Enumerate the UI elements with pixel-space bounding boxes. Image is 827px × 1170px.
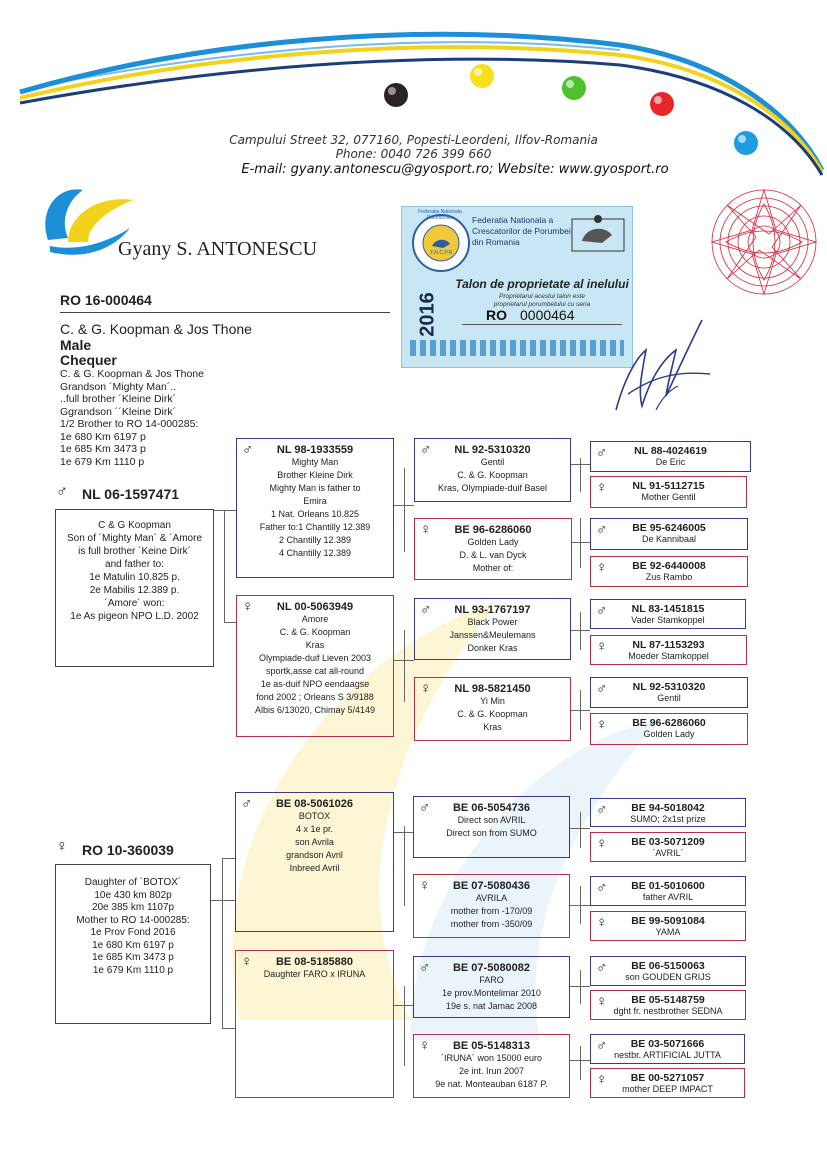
grandparent-box: ♂ BE 08-5061026 BOTOX 4 x 1e pr. son Avrila grandson Avril Inbreed Avril (235, 792, 394, 932)
female-symbol-icon: ♀ (596, 716, 608, 733)
male-symbol-icon: ♂ (596, 521, 608, 538)
male-symbol-icon: ♂ (596, 602, 608, 619)
great-great-grandparent-box: ♂ BE 01-5010600 father AVRIL (590, 876, 746, 906)
dam-box (55, 864, 211, 1024)
female-symbol-icon: ♀ (596, 835, 608, 852)
great-grandparent-box: ♀ NL 98-5821450 Yi Min C. & G. Koopman Kras (414, 677, 571, 741)
great-great-grandparent-box: ♂ BE 03-5071666 nestbr. ARTIFICIAL JUTTA (590, 1034, 745, 1064)
great-great-grandparent-box: ♂ NL 88-4024619 De Eric (590, 441, 751, 472)
great-great-grandparent-box: ♀ BE 99-5091084 YAMA (590, 911, 746, 941)
female-symbol-icon: ♀ (596, 479, 608, 496)
dam-ring: RO 10-360039 (82, 842, 174, 858)
female-symbol-icon: ♀ (241, 953, 253, 970)
dam-details: Daughter of ´BOTOX´ 10e 430 km 802p 20e 385 km 1107p Mother to RO 14-000285: 1e Prov Fond 2016 1e 680 Km 6197 p 1e 685 Km 3473 p 1e 679 Km 1110 p (76, 877, 190, 976)
sire-details: C & G Koopman Son of ´Mighty Man´ & ´Amore is full brother ´Keine Dirk´ and father to: 1e Matulin 10.825 p. 2e Mabilis 12.389 p. ´Amore´ won: 1e As pigeon NPO L.D. 2002 (66, 520, 203, 622)
brand-name: Gyany S. ANTONESCU (118, 238, 318, 260)
male-symbol-icon: ♂ (596, 1037, 608, 1054)
grandparent-box: ♀ NL 00-5063949 Amore C. & G. Koopman Kras Olympiade-duif Lieven 2003 sportk,asse cat all-round 1e as-duif NPO eendaagse fond 2002 ; Orleans S 3/9188 Albis 6/13020, Chimay 5/4149 (236, 595, 394, 737)
black-ball-icon (384, 83, 408, 107)
seal-text: Federatia Nationala Columbofila (418, 209, 462, 221)
female-symbol-icon: ♀ (419, 1037, 431, 1054)
sire-symbol-icon: ♂ (56, 483, 68, 500)
grandparent-ring: NL 98-1933559 (276, 444, 354, 456)
great-great-grandparent-box: ♂ NL 92-5310320 Gentil (590, 677, 748, 708)
subject-color: Chequer (60, 352, 117, 368)
dam-symbol-icon: ♀ (56, 838, 68, 855)
subject-breeder: C. & G. Koopman & Jos Thone (60, 321, 252, 337)
female-symbol-icon: ♀ (420, 680, 432, 697)
great-great-grandparent-box: ♂ BE 94-5018042 SUMO; 2x1st prize (590, 798, 746, 827)
female-symbol-icon: ♀ (420, 521, 432, 538)
male-symbol-icon: ♂ (242, 441, 254, 458)
male-symbol-icon: ♂ (420, 601, 432, 618)
great-great-grandparent-box: ♀ BE 03-5071209 ´AVRIL´ (590, 832, 746, 862)
male-symbol-icon: ♂ (596, 444, 608, 461)
phone-line: Phone: 0040 726 399 660 (335, 147, 492, 161)
grandparent-ring: BE 08-5061026 (275, 798, 354, 810)
great-great-grandparent-box: ♀ BE 05-5148759 dght fr. nestbrother SEDNA (590, 990, 746, 1020)
great-grandparent-box: ♂ BE 06-5054736 Direct son AVRIL Direct son from SUMO (413, 796, 570, 858)
great-great-grandparent-box: ♀ BE 96-6286060 Golden Lady (590, 713, 748, 745)
female-symbol-icon: ♀ (596, 559, 608, 576)
subject-sex: Male (60, 337, 92, 353)
great-grandparent-box: ♂ NL 93-1767197 Black Power Janssen&Meulemans Donker Kras (414, 598, 571, 660)
grandparent-ring: NL 00-5063949 (276, 601, 354, 613)
great-grandparent-box: ♀ BE 07-5080436 AVRILA mother from -170/09 mother from -350/09 (413, 874, 570, 938)
certificate-pattern (410, 340, 624, 356)
great-great-grandparent-box: ♂ BE 06-5150063 son GOUDEN GRIJS (590, 956, 746, 986)
female-symbol-icon: ♀ (596, 914, 608, 931)
certificate-year: 2016 (416, 292, 439, 337)
red-ball-icon (650, 92, 674, 116)
male-symbol-icon: ♂ (596, 879, 608, 896)
great-great-grandparent-box: ♀ BE 92-6440008 Zus Rambo (590, 556, 748, 587)
female-symbol-icon: ♀ (596, 638, 608, 655)
female-symbol-icon: ♀ (596, 993, 608, 1010)
great-great-grandparent-box: ♂ NL 83-1451815 Vader Stamkoppel (590, 599, 746, 629)
male-symbol-icon: ♂ (241, 795, 253, 812)
certificate-ring-number: 0000464 (520, 307, 575, 323)
pigeon-emblem-icon (570, 213, 626, 255)
female-symbol-icon: ♀ (419, 877, 431, 894)
female-symbol-icon: ♀ (596, 1071, 608, 1088)
ring-certificate (401, 206, 633, 368)
sire-box (55, 509, 214, 667)
federation-name: Federatia Nationala a Crescatorilor de Porumbei din Romania (472, 215, 571, 247)
certificate-title: Talon de proprietate al inelului (455, 277, 629, 291)
male-symbol-icon: ♂ (596, 959, 608, 976)
seal-abbreviation: F.N.C.P.R. (430, 250, 454, 256)
subject-notes: C. & G. Koopman & Jos Thone Grandson ´Mighty Man´.. ..full brother ´Kleine Dirk´ Ggrandson ´´Kleine Dirk´ 1/2 Brother to RO 14-000285: 1e 680 Km 6197 p 1e 685 Km 3473 p 1e 679 Km 1110 p (60, 368, 204, 468)
address-line: Campului Street 32, 077160, Popesti-Leordeni, Ilfov-Romania (229, 133, 598, 147)
certificate-subtitle: Proprietarul acestui talon este proprietarul porumbelului cu seria (493, 293, 591, 308)
federation-seal-icon (410, 212, 472, 274)
great-great-grandparent-box: ♂ BE 95-6246005 De Kannibaal (590, 518, 748, 550)
grandparent-box: ♂ NL 98-1933559 Mighty Man Brother Kleine Dirk Mighty Man is father to Emira 1 Nat. Orleans 10.825 Father to:1 Chantilly 12.389 2 Chantilly 12.389 4 Chantilly 12.389 (236, 438, 394, 578)
contact-line: E-mail: gyany.antonescu@gyosport.ro; Website: www.gyosport.ro (241, 162, 669, 177)
great-great-grandparent-box: ♀ NL 91-5112715 Mother Gentil (590, 476, 747, 508)
male-symbol-icon: ♂ (420, 441, 432, 458)
certificate-ring-prefix: RO (486, 307, 507, 323)
green-ball-icon (562, 76, 586, 100)
male-symbol-icon: ♂ (596, 680, 608, 697)
grandparent-box: ♀ BE 08-5185880 Daughter FARO x IRUNA (235, 950, 394, 1098)
great-grandparent-box: ♀ BE 05-5148313 ´IRUNA´ won 15000 euro 2e int. Irun 2007 9e nat. Monteauban 6187 P. (413, 1034, 570, 1098)
great-grandparent-box: ♀ BE 96-6286060 Golden Lady D. & L. van Dyck Mother of: (414, 518, 572, 580)
male-symbol-icon: ♂ (419, 959, 431, 976)
female-symbol-icon: ♀ (242, 598, 254, 615)
subject-ring: RO 16-000464 (60, 292, 152, 308)
great-great-grandparent-box: ♀ BE 00-5271057 mother DEEP IMPACT (590, 1068, 745, 1098)
sire-ring: NL 06-1597471 (82, 486, 180, 502)
yellow-ball-icon (470, 64, 494, 88)
grandparent-ring: BE 08-5185880 (275, 956, 354, 968)
great-grandparent-box: ♂ NL 92-5310320 Gentil C. & G. Koopman Kras, Olympiade-duif Basel (414, 438, 571, 502)
great-great-grandparent-box: ♀ NL 87-1153293 Moeder Stamkoppel (590, 635, 747, 665)
male-symbol-icon: ♂ (419, 799, 431, 816)
signature-icon (606, 310, 716, 420)
subject-divider (60, 312, 390, 313)
red-rosette-stamp-icon (706, 184, 822, 300)
male-symbol-icon: ♂ (596, 801, 608, 818)
great-grandparent-box: ♂ BE 07-5080082 FARO 1e prov.Montelimar 2010 19e s. nat Jamac 2008 (413, 956, 570, 1018)
